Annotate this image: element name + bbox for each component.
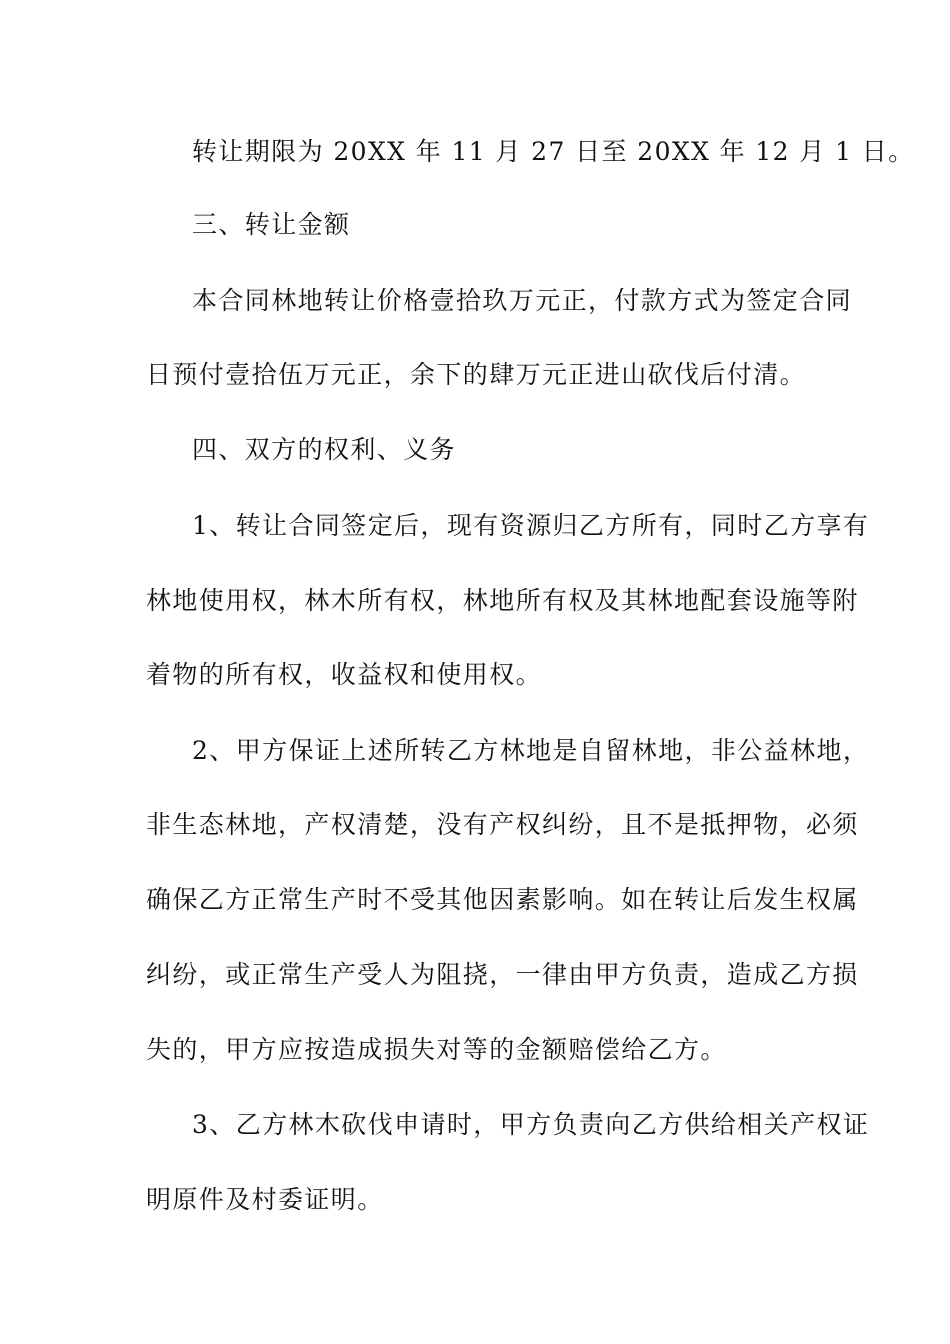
- paragraph-price-line-1: 本合同林地转让价格壹拾玖万元正，付款方式为签定合同: [192, 286, 853, 315]
- clause-3-line-2: 明原件及村委证明。: [146, 1185, 384, 1214]
- clause-3-line-1: 3、乙方林木砍伐申请时，甲方负责向乙方供给相关产权证: [192, 1110, 870, 1139]
- clause-2-line-4: 纠纷，或正常生产受人为阻挠，一律由甲方负责，造成乙方损: [146, 960, 859, 989]
- clause-2-line-5: 失的，甲方应按造成损失对等的金额赔偿给乙方。: [146, 1035, 727, 1064]
- clause-2-line-1: 2、甲方保证上述所转乙方林地是自留林地，非公益林地，: [192, 736, 870, 765]
- section-heading-rights-obligations: 四、双方的权利、义务: [192, 435, 457, 464]
- section-heading-transfer-amount: 三、转让金额: [192, 210, 351, 239]
- clause-2-line-3: 确保乙方正常生产时不受其他因素影响。如在转让后发生权属: [146, 885, 859, 914]
- paragraph-transfer-period: 转让期限为 20XX 年 11 月 27 日至 20XX 年 12 月 1 日。: [192, 137, 915, 166]
- clause-2-line-2: 非生态林地，产权清楚，没有产权纠纷，且不是抵押物，必须: [146, 810, 859, 839]
- clause-1-line-3: 着物的所有权，收益权和使用权。: [146, 660, 543, 689]
- paragraph-price-line-2: 日预付壹拾伍万元正，余下的肆万元正进山砍伐后付清。: [146, 360, 807, 389]
- clause-1-line-2: 林地使用权，林木所有权，林地所有权及其林地配套设施等附: [146, 586, 859, 615]
- clause-1-line-1: 1、转让合同签定后，现有资源归乙方所有，同时乙方享有: [192, 511, 870, 540]
